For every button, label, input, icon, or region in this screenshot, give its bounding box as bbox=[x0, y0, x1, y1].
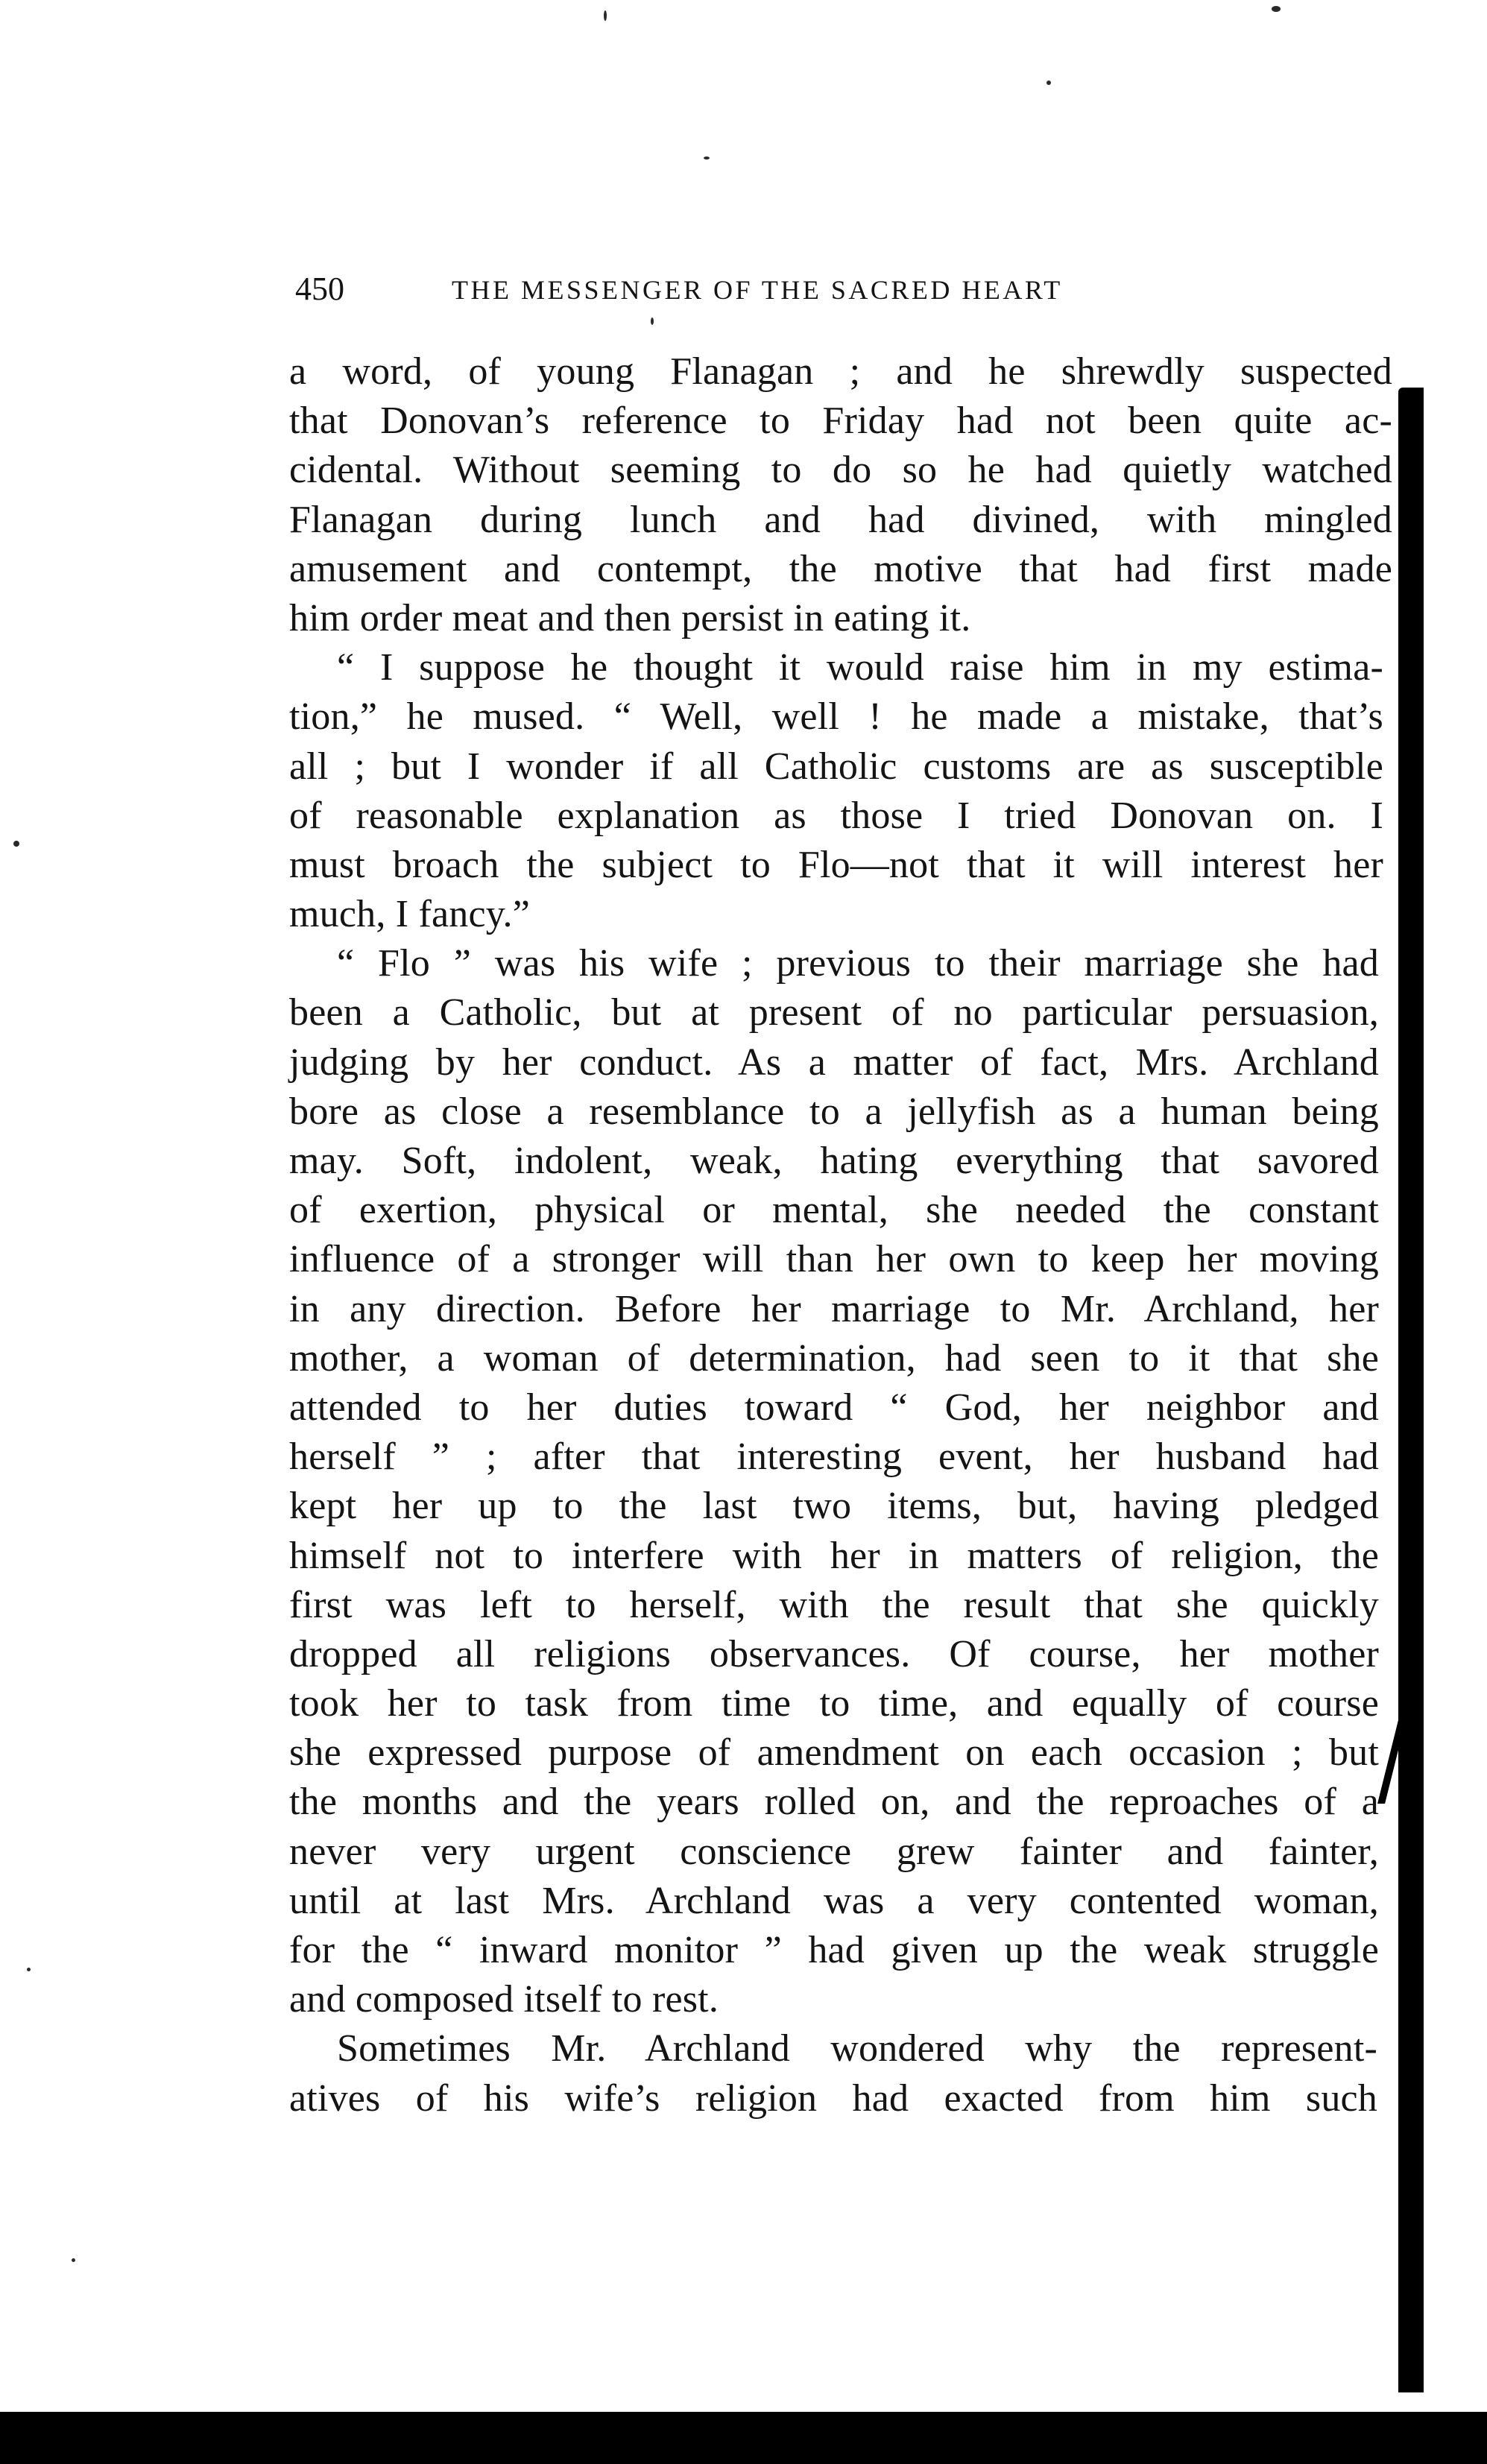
text-line: the months and the years rolled on, and the reproaches of a bbox=[289, 1781, 1379, 1824]
running-head bbox=[295, 270, 1279, 315]
scan-speck bbox=[13, 841, 19, 847]
text-line: bore as close a resemblance to a jellyfish as a human being bbox=[289, 1090, 1379, 1133]
text-line: himself not to interfere with her in matters of religion, the bbox=[289, 1534, 1379, 1577]
paragraph-1 bbox=[289, 347, 1392, 643]
text-line: much, I fancy.” bbox=[289, 893, 531, 936]
text-line: tion,” he mused. “ Well, well ! he made a mistake, that’s bbox=[289, 695, 1383, 739]
text-line: all ; but I wonder if all Catholic customs are as susceptible bbox=[289, 745, 1383, 788]
text-line: atives of his wife’s religion had exacted from him such bbox=[289, 2076, 1377, 2120]
text-line: of exertion, physical or mental, she needed the constant bbox=[289, 1189, 1379, 1232]
text-line: amusement and contempt, the motive that had first made bbox=[289, 547, 1392, 590]
paragraph-3 bbox=[289, 939, 1392, 2024]
text-line: him order meat and then persist in eating it. bbox=[289, 596, 971, 639]
scan-speck bbox=[1046, 80, 1051, 85]
text-line: mother, a woman of determination, had seen to it that she bbox=[289, 1336, 1379, 1380]
text-line: dropped all religions observances. Of course, her mother bbox=[289, 1632, 1379, 1675]
text-line: herself ” ; after that interesting event, her husband had bbox=[289, 1435, 1379, 1479]
text-line: she expressed purpose of amendment on each occasion ; but bbox=[289, 1731, 1379, 1775]
text-line: cidental. Without seeming to do so he had quietly watched bbox=[289, 449, 1392, 492]
page-number: 450 bbox=[295, 271, 344, 307]
scan-gutter-edge bbox=[1398, 388, 1424, 2392]
scan-speck bbox=[604, 10, 607, 21]
text-line: took her to task from time to time, and equally of course bbox=[289, 1682, 1379, 1725]
scan-speck bbox=[27, 1968, 31, 1971]
text-line: in any direction. Before her marriage to Mr. Archland, her bbox=[289, 1287, 1379, 1330]
text-line: been a Catholic, but at present of no particular persuasion, bbox=[289, 991, 1379, 1034]
text-line: for the “ inward monitor ” had given up the weak struggle bbox=[289, 1929, 1379, 1971]
text-line: may. Soft, indolent, weak, hating everything that savored bbox=[289, 1140, 1379, 1182]
text-line: must broach the subject to Flo—not that it will interest her bbox=[289, 843, 1383, 886]
text-line: kept her up to the last two items, but, having pledged bbox=[289, 1485, 1379, 1528]
text-line: first was left to herself, with the result that she quickly bbox=[289, 1583, 1379, 1626]
text-line: “ Flo ” was his wife ; previous to their marriage she had bbox=[337, 942, 1379, 985]
scan-speck bbox=[651, 318, 654, 325]
text-line: and composed itself to rest. bbox=[289, 1978, 719, 2021]
text-line: “ I suppose he thought it would raise him in my estima- bbox=[337, 646, 1383, 689]
scan-speck bbox=[704, 157, 710, 159]
text-line: attended to her duties toward “ God, her neighbor and bbox=[289, 1386, 1379, 1429]
text-line: never very urgent conscience grew fainter and fainter, bbox=[289, 1830, 1379, 1873]
journal-title: THE MESSENGER OF THE SACRED HEART bbox=[452, 275, 1063, 305]
scan-speck bbox=[72, 2258, 75, 2262]
text-line: until at last Mrs. Archland was a very contented woman, bbox=[289, 1879, 1379, 1922]
text-line: a word, of young Flanagan ; and he shrewdly suspected bbox=[289, 350, 1392, 393]
text-line: Flanagan during lunch and had divined, with mingled bbox=[289, 498, 1392, 541]
text-line: Sometimes Mr. Archland wondered why the represent- bbox=[337, 2027, 1377, 2070]
text-line: of reasonable explanation as those I tried Donovan on. I bbox=[289, 794, 1383, 837]
body-text bbox=[289, 347, 1392, 2123]
text-line: that Donovan’s reference to Friday had not been quite ac- bbox=[289, 399, 1392, 443]
text-line: judging by her conduct. As a matter of fact, Mrs. Archland bbox=[289, 1040, 1379, 1084]
paragraph-4 bbox=[289, 2024, 1392, 2123]
scan-bottom-band bbox=[0, 2412, 1487, 2464]
scan-speck bbox=[1272, 6, 1281, 12]
text-line: influence of a stronger will than her own to keep her moving bbox=[289, 1238, 1379, 1281]
paragraph-2 bbox=[289, 643, 1392, 939]
